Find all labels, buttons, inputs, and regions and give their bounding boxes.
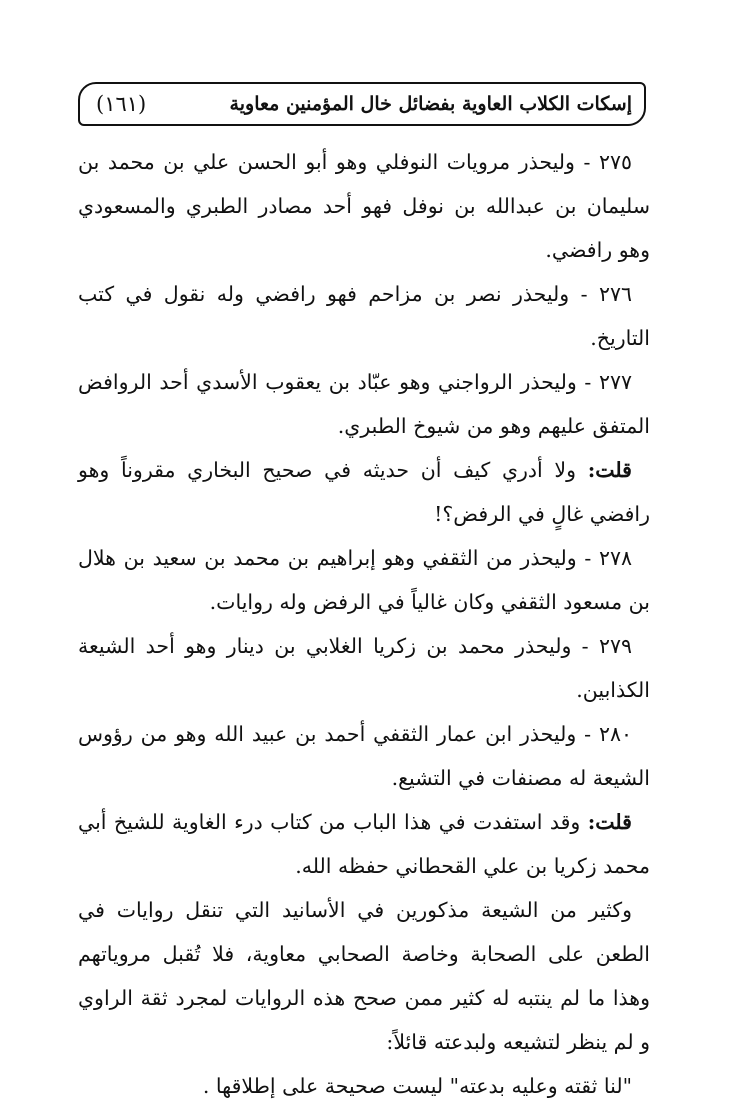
paragraph-conclusion [78, 888, 650, 1064]
paragraph-text: ولا أدري كيف أن حديثه في صحيح البخاري مقروناً وهو رافضي غالٍ في الرفض؟! [78, 458, 650, 526]
paragraph-text: ٢٨٠ - وليحذر ابن عمار الثقفي أحمد بن عبيد الله وهو من رؤوس الشيعة له مصنفات في التشيع. [78, 722, 650, 790]
paragraph-text: "لنا ثقته وعليه بدعته" ليست صحيحة على إطلاقها . [202, 1074, 632, 1098]
paragraph-277 [78, 360, 650, 448]
running-header [78, 82, 646, 126]
paragraph-280 [78, 712, 650, 800]
paragraph-text: ٢٧٨ - وليحذر من الثقفي وهو إبراهيم بن محمد بن سعيد بن هلال بن مسعود الثقفي وكان غالياً في الرفض وله روايات. [78, 546, 650, 614]
paragraph-text: ٢٧٩ - وليحذر محمد بن زكريا الغلابي بن دينار وهو أحد الشيعة الكذابين. [78, 634, 650, 702]
qultu-lead: قلت: [587, 810, 632, 834]
page-number: (١٦١) [96, 92, 147, 116]
paragraph-text: ٢٧٦ - وليحذر نصر بن مزاحم فهو رافضي وله نقول في كتب التاريخ. [78, 282, 650, 350]
qultu-lead: قلت: [587, 458, 632, 482]
paragraph-text: وكثير من الشيعة مذكورين في الأسانيد التي تنقل روايات في الطعن على الصحابة وخاصة الصحابي معاوية، فلا تُقبل مروياتهم وهذا ما لم ينتبه له كثير ممن صحح هذه الروايات لمجرد ثقة الراوي و لم ينظر لتشيعه ولبدعته قائلاً: [78, 898, 650, 1054]
book-title: إسكات الكلاب العاوية بفضائل خال المؤمنين معاوية [229, 93, 632, 115]
paragraph-note-1 [78, 448, 650, 536]
paragraph-text: ٢٧٥ - وليحذر مرويات النوفلي وهو أبو الحسن علي بن محمد بن سليمان بن عبدالله بن نوفل فهو أحد مصادر الطبري والمسعودي وهو رافضي. [78, 150, 650, 262]
paragraph-279 [78, 624, 650, 712]
paragraph-278 [78, 536, 650, 624]
paragraph-275 [78, 140, 650, 272]
paragraph-text: ٢٧٧ - وليحذر الرواجني وهو عبّاد بن يعقوب الأسدي أحد الروافض المتفق عليهم وهو من شيوخ الطبري. [78, 370, 650, 438]
paragraph-quote [78, 1064, 650, 1108]
paragraph-276 [78, 272, 650, 360]
paragraph-note-2 [78, 800, 650, 888]
paragraph-text: وقد استفدت في هذا الباب من كتاب درء الغاوية للشيخ أبي محمد زكريا بن علي القحطاني حفظه الله. [78, 810, 650, 878]
page-body [78, 140, 650, 1108]
